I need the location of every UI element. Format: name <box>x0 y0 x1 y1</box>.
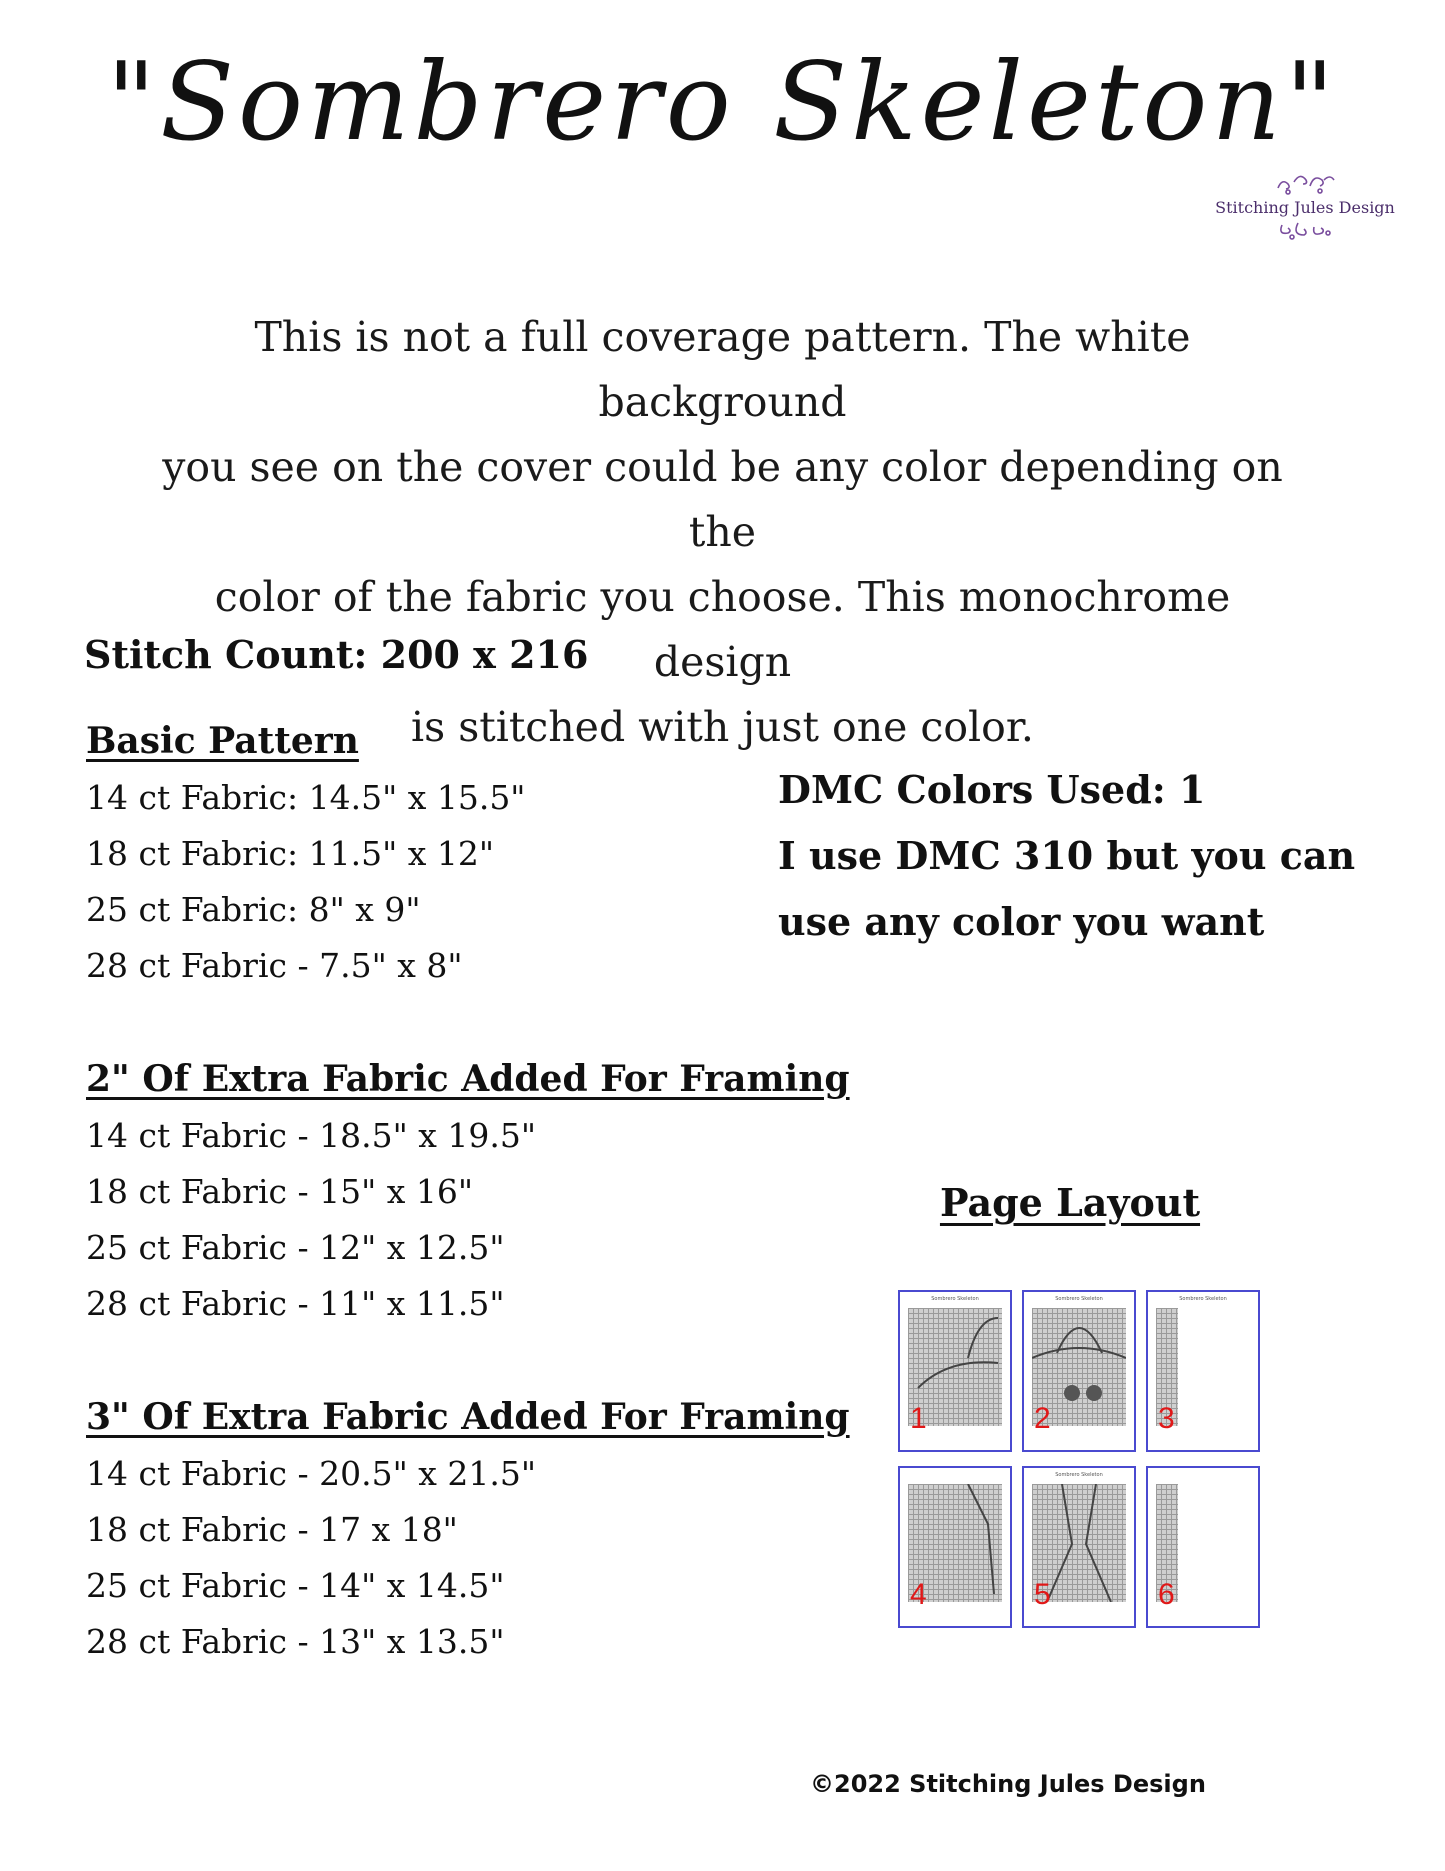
swirl-ornament-icon <box>1270 170 1340 196</box>
page-thumbnail <box>1022 1466 1136 1628</box>
thumbnail-title: Sombrero Skeleton <box>931 1296 979 1302</box>
fabric-size-line: 18 ct Fabric - 15" x 16" <box>86 1172 474 1211</box>
page-number: 2 <box>1034 1402 1051 1435</box>
page-layout-heading: Page Layout <box>939 1180 1201 1225</box>
thumbnail-title: Sombrero Skeleton <box>1055 1472 1103 1478</box>
fabric-size-line: 28 ct Fabric - 7.5" x 8" <box>86 946 463 985</box>
fabric-size-line: 25 ct Fabric - 12" x 12.5" <box>86 1228 505 1267</box>
brand-logo <box>1215 170 1395 265</box>
section-heading: 2" Of Extra Fabric Added For Framing <box>86 1058 850 1100</box>
page-thumbnail <box>1146 1466 1260 1628</box>
fabric-size-line: 25 ct Fabric: 8" x 9" <box>86 890 421 929</box>
section-heading: Basic Pattern <box>86 720 359 762</box>
page-thumbnail <box>898 1466 1012 1628</box>
logo-text: Stitching Jules Design <box>1215 198 1395 217</box>
intro-line: you see on the cover could be any color depending on the <box>162 443 1283 556</box>
fabric-size-line: 14 ct Fabric - 20.5" x 21.5" <box>86 1454 537 1493</box>
page-number: 5 <box>1034 1578 1051 1611</box>
dmc-colors-note <box>778 757 1355 955</box>
swirl-ornament-icon <box>1270 219 1340 243</box>
fabric-size-line: 14 ct Fabric: 14.5" x 15.5" <box>86 778 526 817</box>
page-thumbnail <box>1022 1290 1136 1452</box>
page-thumbnail <box>898 1290 1012 1452</box>
dmc-line: I use DMC 310 but you can <box>778 833 1356 878</box>
fabric-size-line: 18 ct Fabric - 17 x 18" <box>86 1510 458 1549</box>
thumbnail-title: Sombrero Skeleton <box>1179 1296 1227 1302</box>
dmc-line: use any color you want <box>778 899 1265 944</box>
page-thumbnail <box>1146 1290 1260 1452</box>
page-number: 1 <box>910 1402 927 1435</box>
fabric-size-line: 14 ct Fabric - 18.5" x 19.5" <box>86 1116 537 1155</box>
copyright-notice: ©2022 Stitching Jules Design <box>810 1770 1206 1798</box>
basic-pattern-section <box>86 720 526 994</box>
dmc-line: DMC Colors Used: 1 <box>778 767 1206 812</box>
page-layout-grid <box>898 1290 1268 1630</box>
thumbnail-title: Sombrero Skeleton <box>1055 1296 1103 1302</box>
section-heading: 3" Of Extra Fabric Added For Framing <box>86 1396 850 1438</box>
page-number: 3 <box>1158 1402 1175 1435</box>
fabric-size-line: 28 ct Fabric - 13" x 13.5" <box>86 1622 505 1661</box>
fabric-size-line: 25 ct Fabric - 14" x 14.5" <box>86 1566 505 1605</box>
extra-2-section <box>86 1058 850 1332</box>
page-number: 4 <box>910 1578 927 1611</box>
intro-line: This is not a full coverage pattern. The white background <box>254 313 1191 426</box>
page-number: 6 <box>1158 1578 1175 1611</box>
intro-line: color of the fabric you choose. This monochrome design <box>214 573 1231 686</box>
extra-3-section <box>86 1396 850 1670</box>
intro-paragraph <box>150 305 1295 760</box>
fabric-size-line: 28 ct Fabric - 11" x 11.5" <box>86 1284 505 1323</box>
intro-line: is stitched with just one color. <box>411 703 1034 751</box>
page-title: "Sombrero Skeleton" <box>106 40 1339 165</box>
stitch-count: Stitch Count: 200 x 216 <box>84 632 589 677</box>
fabric-size-line: 18 ct Fabric: 11.5" x 12" <box>86 834 495 873</box>
